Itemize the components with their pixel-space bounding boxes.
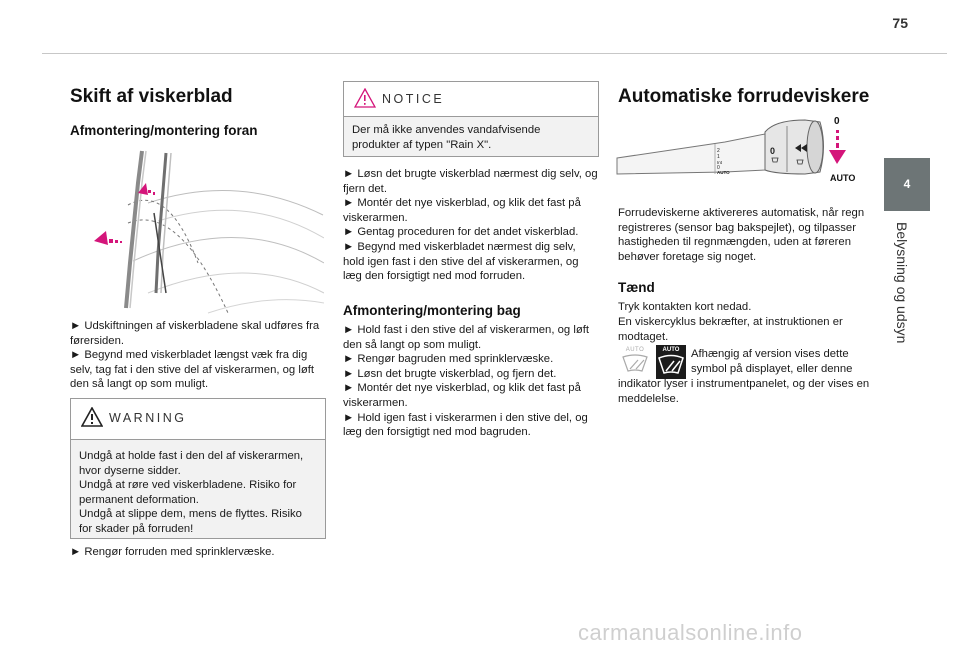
auto-wiper-intro: Forrudeviskerne aktivereres automatisk, når regn registreres (sensor bag bakspejlet), og tilpasser hastigheden til regnmængden, uden at føreren behøver foretage sig noget. — [618, 207, 865, 263]
auto-outline-label: AUTO — [625, 347, 645, 353]
notice-triangle-icon — [354, 88, 376, 108]
front-wiper-illustration — [88, 143, 324, 315]
stalk-pos-0: 0 — [717, 165, 720, 171]
step-loosen-blade: ► Løsn det brugte viskerblad nærmest dig selv, og fjern det. — [343, 168, 598, 195]
warning-title: WARNING — [109, 411, 187, 425]
top-divider — [42, 53, 947, 54]
chapter-tab[interactable]: 4 — [884, 158, 930, 211]
warning-body — [71, 440, 325, 545]
warning-triangle-icon — [81, 407, 103, 427]
warning-header — [71, 399, 325, 440]
step-mount-blade: ► Montér det nye viskerblad, og klik det fast på viskerarmen. — [343, 197, 581, 224]
footer-watermark[interactable]: carmanualsonline.info — [578, 620, 803, 645]
on-instruction: Tryk kontakten kort nedad. — [618, 301, 752, 313]
stalk-label-auto: AUTO — [830, 173, 856, 183]
stalk-pos-auto: AUTO — [717, 170, 730, 175]
warning-line-1: Undgå at holde fast i den del af viskerarmen, hvor dyserne sidder. — [79, 450, 304, 477]
front-steps — [70, 319, 325, 392]
stalk-pos-int: Int — [717, 160, 723, 165]
notice-text: Der må ikke anvendes vandafvisende produkter af typen "Rain X". — [352, 124, 541, 151]
chapter-label-container — [872, 222, 932, 402]
subheading-on: Tænd — [618, 280, 655, 295]
warning-line-3: Undgå at slippe dem, mens de flyttes. Risiko for skader på forruden! — [79, 508, 302, 535]
icon-text-a: Afhængig af version vises dette — [691, 348, 849, 360]
windscreen-outline-icon — [618, 353, 652, 375]
subheading-rear: Afmontering/montering bag — [343, 303, 521, 318]
step-repeat: ► Gentag proceduren for det andet viskerblad. — [343, 226, 579, 239]
warning-box — [70, 398, 326, 539]
windscreen-filled-icon — [656, 353, 686, 377]
rear-step-2: ► Rengør bagruden med sprinklervæske. — [343, 353, 554, 366]
icon-text-c: indikator lyser i instrumentpanelet, og der vises en meddelelse. — [618, 378, 870, 405]
front-step-1: ► Udskiftningen af viskerbladene skal udføres fra førersiden. — [70, 320, 320, 347]
icon-text-b: symbol på displayet, eller denne — [691, 363, 853, 375]
rear-step-1: ► Hold fast i den stive del af viskerarmen, og løft den så langt op som muligt. — [343, 324, 590, 351]
warning-line-2: Undgå at røre ved viskerbladene. Risiko for permanent deformation. — [79, 479, 297, 506]
stalk-pos-1: 1 — [717, 154, 720, 160]
rear-step-5: ► Hold igen fast i viskerarmen i den stive del, og læg den forsigtigt ned mod bagruden. — [343, 411, 588, 439]
on-confirmation: En viskercyklus bekræfter, at instruktionen er modtaget. — [618, 316, 843, 343]
wiper-stalk-illustration — [615, 112, 865, 192]
notice-title: NOTICE — [382, 92, 445, 106]
step-lower-arm: ► Begynd med viskerbladet nærmest dig selv, hold igen fast i den stive del af viskerarmen, og læg den forsigtigt ned mod forruden. — [343, 240, 579, 283]
chapter-label: Belysning og udsyn — [894, 222, 910, 344]
notice-body — [344, 117, 598, 160]
stalk-pos-2: 2 — [717, 148, 720, 154]
final-step: ► Rengør forruden med sprinklervæske. — [70, 546, 275, 558]
subheading-front: Afmontering/montering foran — [70, 123, 258, 138]
stalk-label-top: 0 — [834, 116, 840, 127]
rear-step-3: ► Løsn det brugte viskerblad, og fjern det. — [343, 367, 557, 380]
section-heading-auto-wipers: Automatiske forrudeviskere — [618, 86, 870, 107]
page-number: 75 — [892, 15, 908, 31]
section-heading-wiper-blade: Skift af viskerblad — [70, 86, 233, 107]
auto-wiper-display-symbol — [656, 345, 686, 379]
rear-steps — [343, 323, 599, 440]
auto-display-label: AUTO — [662, 347, 680, 353]
auto-wiper-outline-icon — [618, 347, 652, 379]
notice-header — [344, 82, 598, 117]
front-steps-continued — [343, 167, 599, 284]
svg-text:0: 0 — [770, 146, 776, 156]
notice-box — [343, 81, 599, 157]
front-step-2: ► Begynd med viskerbladet længst væk fra dig selv, tag fat i den stive del af viskerarmen, og løft den så langt op som muligt. — [70, 349, 315, 391]
rear-step-4: ► Montér det nye viskerblad, og klik det fast på viskerarmen. — [343, 382, 581, 409]
